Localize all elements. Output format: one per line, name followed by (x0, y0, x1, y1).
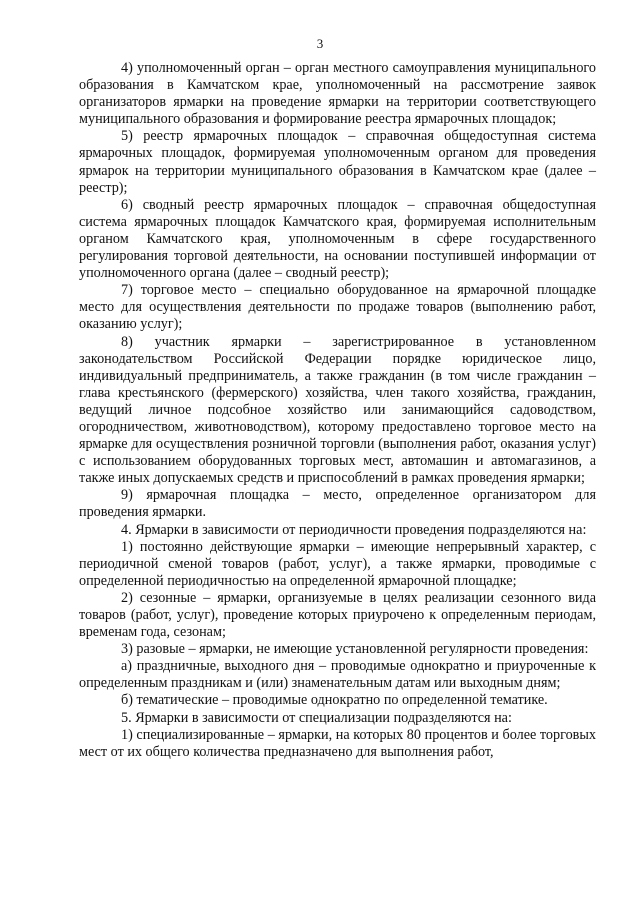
paragraph-specialized-fairs: 1) специализированные – ярмарки, на которых 80 процентов и более торговых мест от их общего количества предназначено для выполнения работ, (79, 726, 596, 760)
paragraph-one-time-fairs: 3) разовые – ярмарки, не имеющие установленной регулярности проведения: (121, 641, 589, 658)
paragraph-thematic-fairs: б) тематические – проводимые однократно по определенной тематике. (121, 692, 548, 709)
paragraph-item-7-trading-place: 7) торговое место – специально оборудованное на ярмарочной площадке место для осуществления деятельности по продаже товаров (выполнению работ, оказанию услуг); (79, 282, 596, 333)
paragraph-item-5-registry: 5) реестр ярмарочных площадок – справочная общедоступная система ярмарочных площадок, формируемая уполномоченным органом для проведения ярмарок на территории муниципального образования в Камчатском крае (далее – реестр); (79, 128, 596, 196)
paragraph-permanent-fairs: 1) постоянно действующие ярмарки – имеющие непрерывный характер, с периодичной сменой товаров (работ, услуг), а также ярмарки, проводимые с определенной периодичностью на определенной ярмарочной площадке; (79, 538, 596, 589)
paragraph-holiday-fairs: а) праздничные, выходного дня – проводимые однократно и приуроченные к определенным праздникам и (или) знаменательным датам или выходным дням; (79, 658, 596, 692)
paragraph-item-6-consolidated-registry: 6) сводный реестр ярмарочных площадок – справочная общедоступная система ярмарочных площадок Камчатского края, формируемая исполнительным органом Камчатского края, уполномоченным в сфере государственного регулирования торговой деятельности, на основании поступившей информации от уполномоченного органа (далее – сводный реестр); (79, 196, 596, 282)
document-body (79, 60, 596, 761)
paragraph-item-8-participant: 8) участник ярмарки – зарегистрированное в установленном законодательством Российской Федерации порядке юридическое лицо, индивидуальный предприниматель, а также гражданин (в том числе гражданин – глава крестьянского (фермерского) хозяйства, член такого хозяйства, гражданин, ведущий личное подсобное хозяйство или занимающийся садоводством, огородничеством, животноводством), которому предоставлено торговое место на ярмарке для осуществления розничной торговли (выполнения работ, оказания услуг) с использованием оборудованных торговых мест, автомашин и автомагазинов, а также иных допускаемых средств и приспособлений в рамках проведения ярмарки; (79, 333, 596, 487)
paragraph-section-4-periodicity: 4. Ярмарки в зависимости от периодичности проведения подразделяются на: (121, 521, 587, 538)
page-number: 3 (316, 36, 324, 51)
paragraph-item-9-fair-site: 9) ярмарочная площадка – место, определенное организатором для проведения ярмарки. (79, 487, 596, 521)
paragraph-seasonal-fairs: 2) сезонные – ярмарки, организуемые в целях реализации сезонного вида товаров (работ, услуг), проведение которых приурочено к определенным периодам, временам года, сезонам; (79, 589, 596, 641)
paragraph-item-4-authorized-body: 4) уполномоченный орган – орган местного самоуправления муниципального образования в Камчатском крае, уполномоченный на рассмотрение заявок организаторов ярмарки на проведение ярмарки на территории соответствующего муниципального образования и формирование реестра ярмарочных площадок; (79, 60, 596, 128)
paragraph-section-5-specialization: 5. Ярмарки в зависимости от специализации подразделяются на: (121, 709, 512, 726)
